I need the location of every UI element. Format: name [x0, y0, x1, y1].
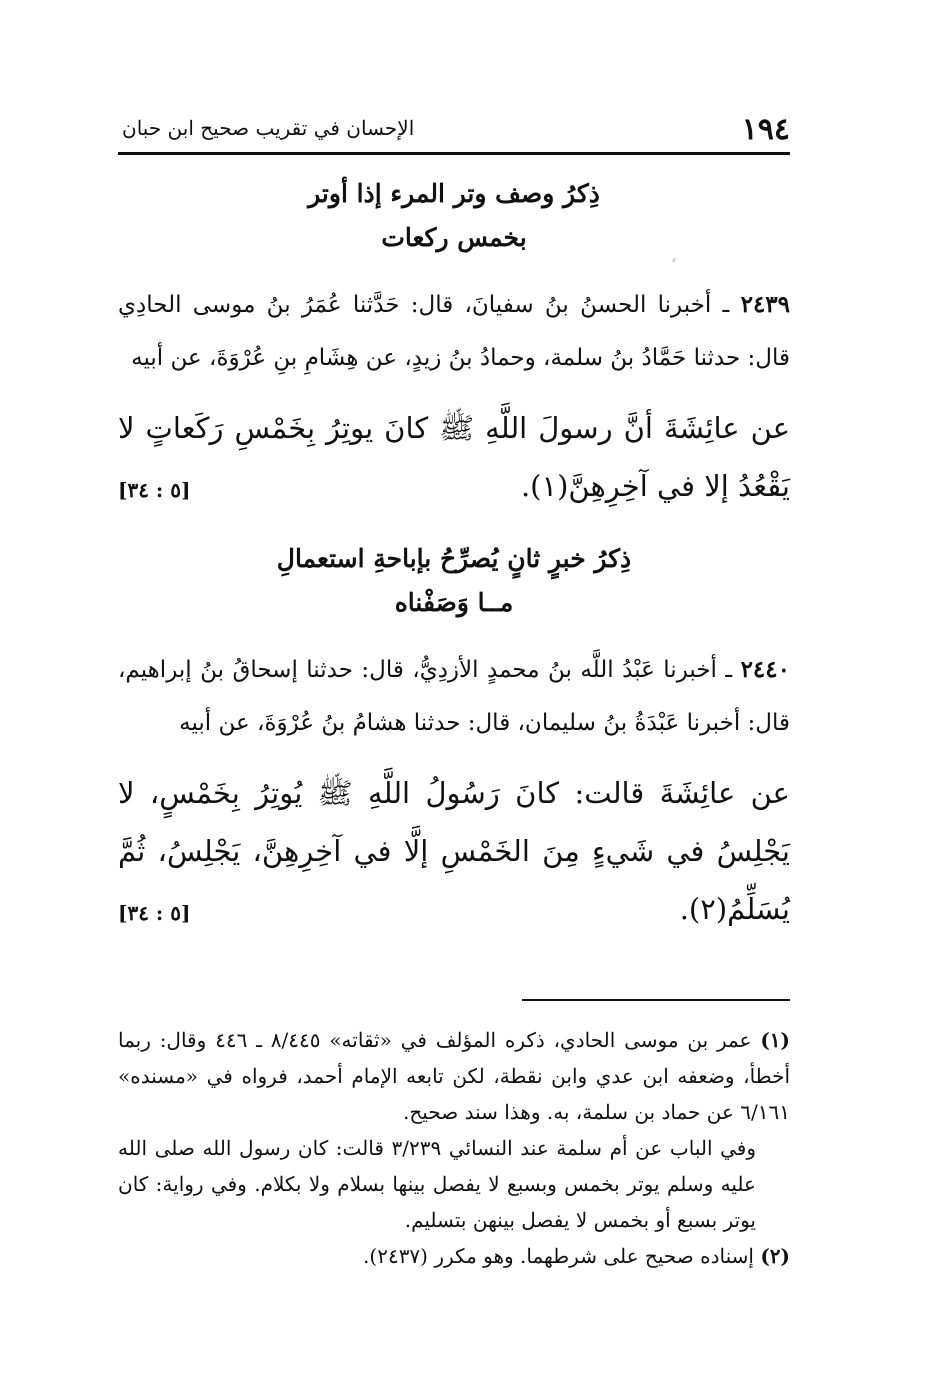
matn — [118, 399, 790, 515]
book-title: الإحسان في تقريب صحيح ابن حبان — [122, 116, 415, 140]
chapter-title: ذِكرُ خبرٍ ثانٍ يُصرِّحُ بإباحةِ استعمالِ — [276, 544, 632, 573]
isnad-text: ـ أخبرنا عَبْدُ اللَّه بنُ محمدٍ الأزدِيُّ، قال: حدثنا إسحاقُ بنُ إبراهيم، قال: أخبرنا عَبْدَةُ بنُ سليمان، قال: حدثنا هشامُ بنُ عُرْوَةَ، عن أبيه — [118, 657, 790, 736]
matn — [118, 764, 790, 938]
section-2440 — [118, 537, 790, 938]
footnote-text: عمر بن موسى الحادي، ذكره المؤلف في «ثقاته» ٨/٤٤٥ ـ ٤٤٦ وقال: ربما أخطأ، وضعفه ابن عدي وابن نقطة، لكن تابعه الإمام أحمد، فرواه في «مسنده» ٦/١٦١ عن حماد بن سلمة، به. وهذا سند صحيح. — [118, 1028, 790, 1124]
chapter-subtitle: بخمس ركعات — [381, 223, 527, 252]
hadith-number: ٢٤٤٠ — [740, 656, 790, 683]
isnad-text: ـ أخبرنا الحسنُ بنُ سفيانَ، قال: حَدَّثنا عُمَرُ بنُ موسى الحادِي قال: حدثنا حَمَّادُ بنُ سلمة، وحمادُ بنُ زيدٍ، عن هِشَامِ بنِ عُرْوَةَ، عن أبيه — [118, 292, 790, 371]
cross-reference: [٥ : ٣٤] — [118, 901, 191, 925]
footnote-1-continued: وفي الباب عن أم سلمة عند النسائي ٣/٢٣٩ قالت: كان رسول الله صلى الله عليه وسلم يوتر بخمس وبسبع لا يفصل بينها بسلام ولا بكلام. وفي رواية: كان يوتر بسبع أو بخمس لا يفصل بينهن بتسليم. — [118, 1136, 756, 1232]
page-number: ١٩٤ — [741, 112, 790, 147]
chapter-title: ذِكرُ وصف وتر المرء إذا أوتر — [308, 179, 600, 208]
footnote-number: (١) — [760, 1028, 790, 1052]
isnad — [118, 278, 790, 385]
section-2439 — [118, 172, 790, 515]
isnad — [118, 643, 790, 750]
chapter-subtitle: مــا وَصَفْناه — [394, 588, 514, 617]
main-text — [118, 172, 790, 942]
matn-text: عن عائِشَةَ قالت: كانَ رَسُولُ اللَّهِ ﷺ يُوتِرُ بِخَمْسٍ، لا يَجْلِسُ في شَيءٍ مِنَ الخَمْسِ إلَّا في آخِرِهِنَّ، يَجْلِسُ، ثُمَّ يُسَلِّمُ(٢). — [118, 776, 790, 926]
footnote-1 — [118, 1022, 790, 1130]
footnote-2 — [118, 1238, 790, 1274]
margin-mark: ⸗ — [672, 252, 676, 266]
running-head — [118, 108, 790, 154]
footnote-text: إسناده صحيح على شرطهما. وهو مكرر (٢٤٣٧). — [363, 1244, 754, 1268]
footnote-rule — [522, 999, 790, 1001]
header-rule — [118, 152, 790, 155]
cross-reference: [٥ : ٣٤] — [118, 478, 191, 502]
footnotes — [118, 1022, 790, 1274]
footnote-number: (٢) — [760, 1244, 790, 1268]
matn-text: عن عائِشَةَ أنَّ رسولَ اللَّهِ ﷺ كانَ يوتِرُ بِخَمْسِ رَكَعاتٍ لا يَقْعُدُ إلا في آخِرِهِنَّ(١). — [118, 411, 790, 503]
hadith-number: ٢٤٣٩ — [740, 291, 791, 318]
